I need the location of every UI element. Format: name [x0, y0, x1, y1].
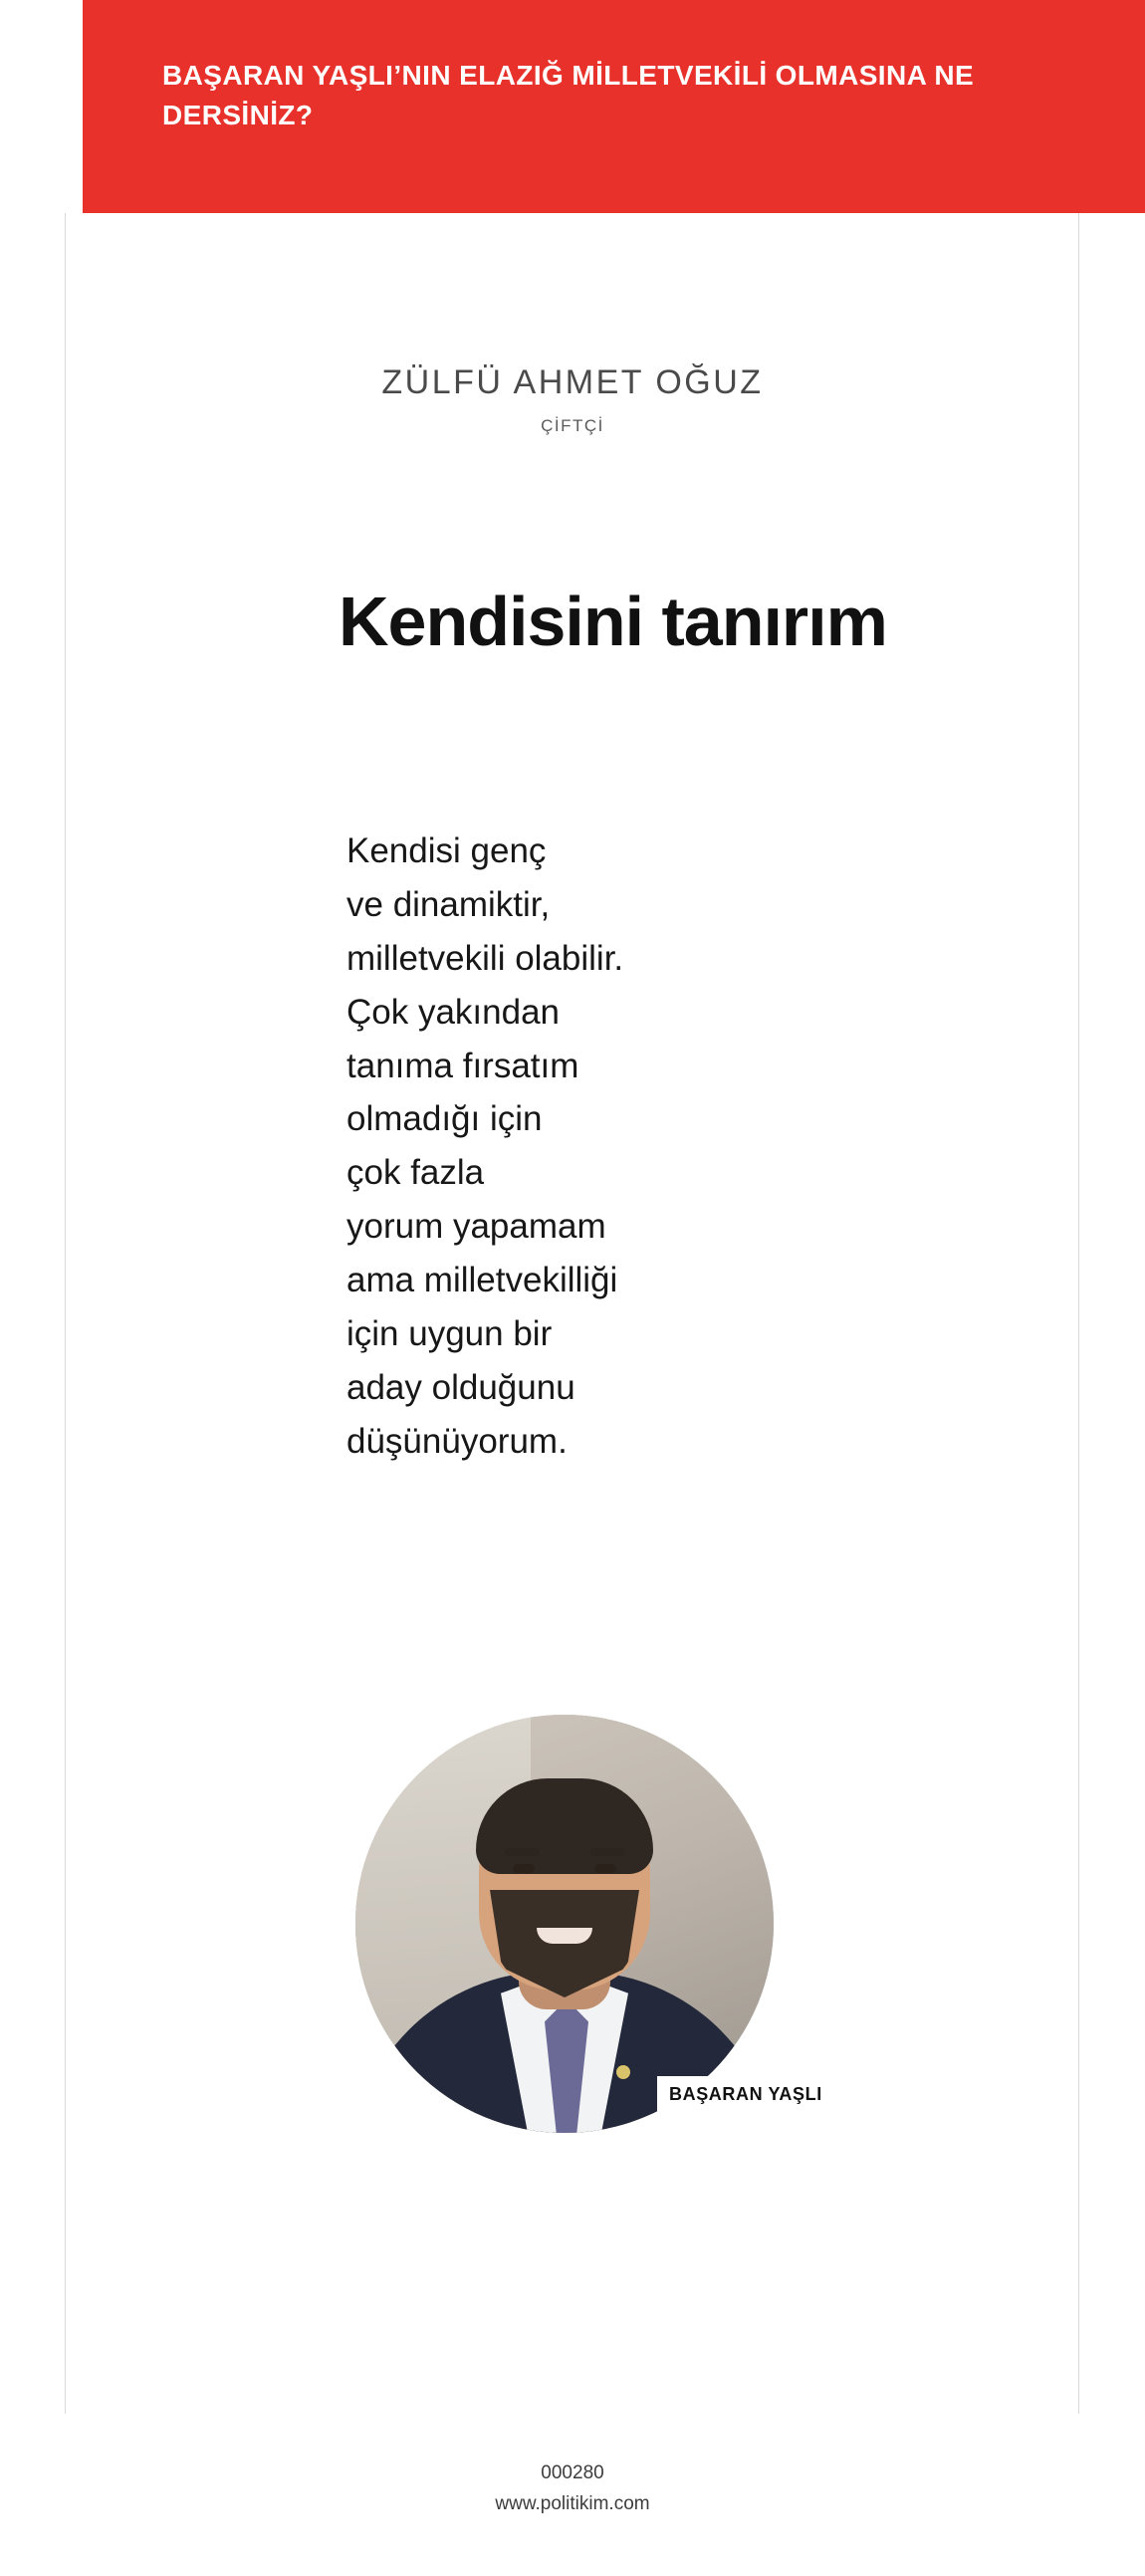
portrait-eye-left [513, 1864, 535, 1873]
quote-line: ama milletvekilliği [346, 1261, 618, 1300]
footer-code: 000280 [541, 2462, 604, 2483]
portrait-eyebrow-right [590, 1848, 624, 1856]
quote-line: Çok yakından [346, 992, 561, 1032]
quote-headline: Kendisini tanırım [339, 583, 887, 660]
quote-line: milletvekili olabilir. [346, 938, 624, 978]
portrait-caption: BAŞARAN YAŞLI [657, 2076, 836, 2113]
portrait-mouth [537, 1928, 592, 1944]
quote-line: ve dinamiktir, [346, 884, 551, 924]
card-right-rule [1078, 213, 1079, 2414]
quote-line: Kendisi genç [346, 831, 547, 870]
quote-body [346, 824, 775, 1469]
header-banner [83, 0, 1145, 213]
respondent-name: ZÜLFÜ AHMET OĞUZ [381, 363, 764, 401]
quote-line: olmadığı için [346, 1099, 543, 1139]
banner-question: BAŞARAN YAŞLI’NIN ELAZIĞ MİLLETVEKİLİ OLMASINA NE DERSİNİZ? [162, 60, 975, 130]
quote-line: çok fazla [346, 1153, 485, 1193]
portrait-container [355, 1715, 774, 2133]
quote-line: yorum yapamam [346, 1207, 606, 1247]
quote-line: tanıma fırsatım [346, 1046, 579, 1085]
portrait-eye-right [594, 1864, 616, 1873]
portrait-eyebrow-left [505, 1848, 539, 1856]
quote-line: için uygun bir [346, 1314, 553, 1354]
card-left-rule [65, 213, 66, 2414]
quote-line: düşünüyorum. [346, 1421, 568, 1461]
respondent-role: ÇİFTÇİ [541, 416, 604, 435]
quote-line: aday olduğunu [346, 1367, 575, 1407]
footer-url[interactable]: www.politikim.com [495, 2493, 650, 2514]
portrait-photo [355, 1715, 774, 2133]
portrait-lapel-pin [616, 2065, 630, 2079]
